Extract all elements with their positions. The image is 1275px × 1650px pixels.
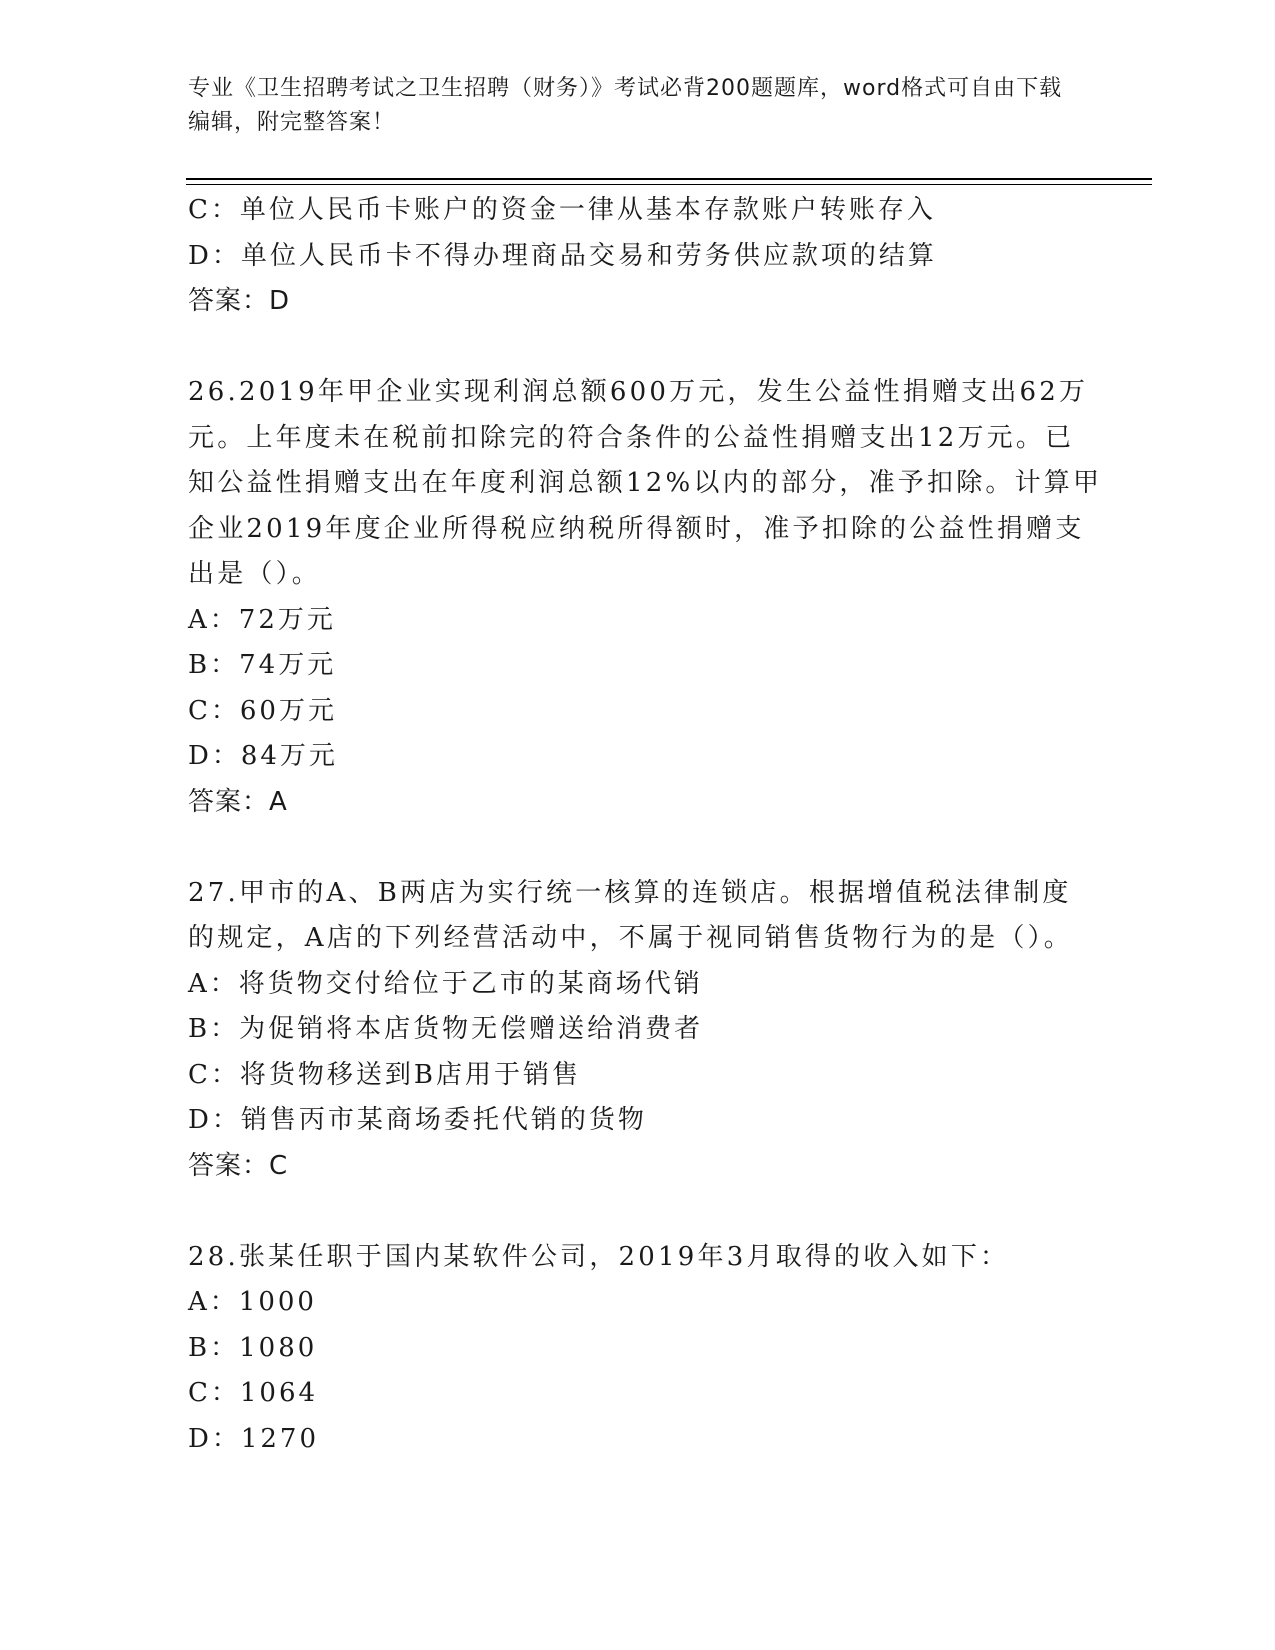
option-c: C：60万元 <box>188 695 337 726</box>
option-a: A：将货物交付给位于乙市的某商场代销 <box>188 968 703 999</box>
question-stem-line: 26.2019年甲企业实现利润总额600万元，发生公益性捐赠支出62万 <box>188 377 1089 407</box>
question-stem-line: 出是（）。 <box>188 559 322 589</box>
document-body <box>188 188 1103 1462</box>
option-c: C：1064 <box>188 1378 319 1408</box>
option-d: D：84万元 <box>188 741 338 771</box>
option-d: D：销售丙市某商场委托代销的货物 <box>188 1105 647 1135</box>
question-28 <box>188 1235 1088 1463</box>
option-b: B：为促销将本店货物无偿赠送给消费者 <box>188 1014 704 1044</box>
option-b: B：74万元 <box>188 650 337 680</box>
question-stem-line: 元。上年度未在税前扣除完的符合条件的公益性捐赠支出12万元。已 <box>188 422 1075 453</box>
question-stem-line: 27.甲市的A、B两店为实行统一核算的连锁店。根据增值税法律制度 <box>188 877 1072 908</box>
option-a: A：1000 <box>188 1287 317 1317</box>
question-25-tail <box>188 188 1088 325</box>
document-header: 专业《卫生招聘考试之卫生招聘（财务）》考试必背200题题库，word格式可自由下载编辑，附完整答案！ <box>188 76 1063 135</box>
answer: 答案：D <box>188 286 291 316</box>
option-d: D：单位人民币卡不得办理商品交易和劳务供应款项的结算 <box>188 240 937 271</box>
question-stem-line: 企业2019年度企业所得税应纳税所得额时，准予扣除的公益性捐赠支 <box>188 513 1085 544</box>
answer: 答案：C <box>188 1150 289 1181</box>
answer: 答案：A <box>188 786 288 817</box>
question-27 <box>188 871 1088 1190</box>
header-rule-thin <box>186 184 1152 185</box>
option-d: D：1270 <box>188 1423 320 1454</box>
option-a: A：72万元 <box>188 604 336 635</box>
question-stem-line: 的规定，A店的下列经营活动中，不属于视同销售货物行为的是（）。 <box>188 923 1073 953</box>
question-stem-line: 28.张某任职于国内某软件公司，2019年3月取得的收入如下： <box>188 1241 1010 1272</box>
question-26 <box>188 370 1103 825</box>
option-c: C：将货物移送到B店用于销售 <box>188 1059 582 1090</box>
question-stem-line: 知公益性捐赠支出在年度利润总额12%以内的部分，准予扣除。计算甲 <box>188 468 1103 498</box>
option-b: B：1080 <box>188 1332 318 1363</box>
header-rule-thick <box>186 178 1152 180</box>
option-c: C：单位人民币卡账户的资金一律从基本存款账户转账存入 <box>188 195 936 225</box>
